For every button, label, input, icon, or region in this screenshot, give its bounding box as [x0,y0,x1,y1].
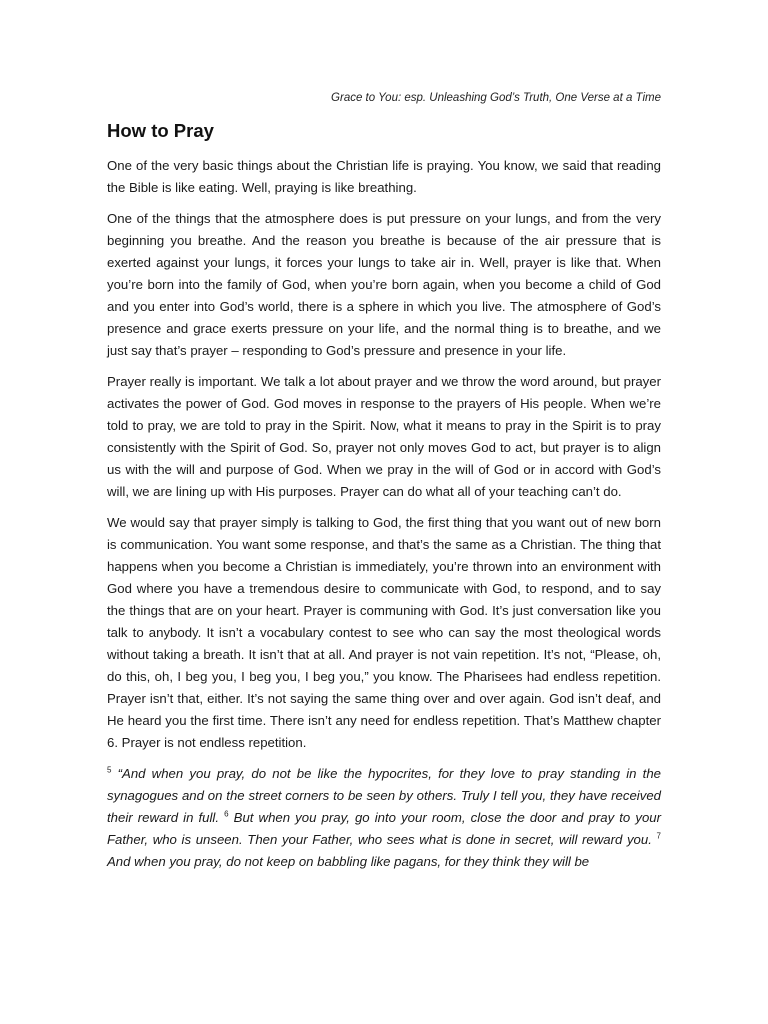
running-header: Grace to You: esp. Unleashing God’s Truth, One Verse at a Time [331,92,661,104]
verse-5-text: “And when you pray, do not be like the hypocrites, for they love to pray standing in the synagogues and on the street corners to be seen by others. Truly I tell you, they have received their reward in full. [107,766,661,825]
paragraph-4: We would say that prayer simply is talking to God, the first thing that you want out of new born is communication. You want some response, and that’s the same as a Christian. The thing that happens when you become a Christian is immediately, you’re thrown into an environment with God where you have a tremendous desire to communicate with God, to respond, and to say the things that are on your heart. Prayer is communing with God. It’s just conversation like you talk to anybody. It isn’t a vocabulary contest to see who can say the most theological words without taking a breath. It isn’t that at all. And prayer is not vain repetition. It’s not, “Please, oh, do this, oh, I beg you, I beg you, I beg you,” you know. The Pharisees had endless repetition. Prayer isn’t that, either. It’s not saying the same thing over and over again. God isn’t deaf, and He heard you the first time. There isn’t any need for endless repetition. That’s Matthew chapter 6. Prayer is not endless repetition. [107,515,661,750]
paragraph-1: One of the very basic things about the Christian life is praying. You know, we said that reading the Bible is like eating. Well, praying is like breathing. [107,158,661,195]
paragraph-3: Prayer really is important. We talk a lot about prayer and we throw the word around, but prayer activates the power of God. God moves in response to the prayers of His people. When we’re told to pray, we are told to pray in the Spirit. Now, what it means to pray in the Spirit is to pray consistently with the Spirit of God. So, prayer not only moves God to act, but prayer is to align us with the will and purpose of God. When we pray in the will of God or in accord with God’s will, we are lining up with His purposes. Prayer can do what all of your teaching can’t do. [107,374,661,499]
verse-number-7: 7 [656,831,661,841]
document-page [107,88,661,873]
verse-6-text: But when you pray, go into your room, close the door and pray to your Father, who is unseen. Then your Father, who sees what is done in secret, will reward you. [107,810,661,847]
article-title: How to Pray [107,120,214,141]
verse-number-6: 6 [224,809,229,819]
verse-7-text: And when you pray, do not keep on babbling like pagans, for they think they will be [107,854,590,869]
paragraph-2: One of the things that the atmosphere does is put pressure on your lungs, and from the very beginning you breathe. And the reason you breathe is because of the air pressure that is exerted against your lungs, it forces your lungs to take air in. Well, prayer is like that. When you’re born into the family of God, when you’re born again, when you become a child of God and you enter into God’s world, there is a sphere in which you live. The atmosphere of God’s presence and grace exerts pressure on your life, and the normal thing is to breathe, and we just say that’s prayer – responding to God’s pressure and presence in your life. [107,211,661,358]
scripture-quote [107,763,661,873]
verse-number-5: 5 [107,765,112,775]
